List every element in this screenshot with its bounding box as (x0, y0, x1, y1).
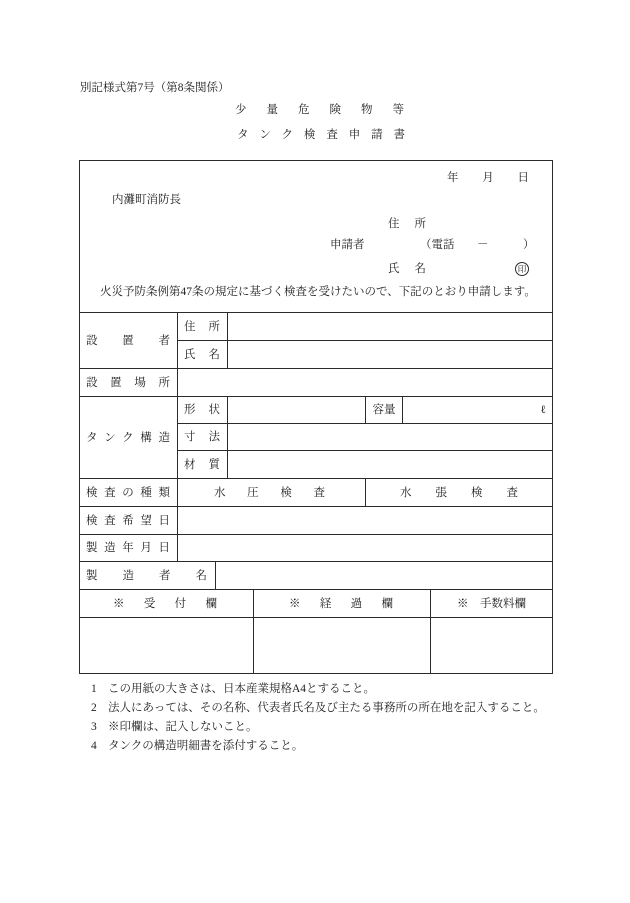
note-text: この用紙の大きさは、日本産業規格A4とすること。 (108, 683, 376, 695)
seal-mark (515, 262, 529, 276)
desired-date-label-cell (79, 506, 177, 534)
note-text: タンクの構造明細書を添付すること。 (108, 740, 304, 752)
manufacture-date-label: 製造年月日 (86, 542, 170, 554)
inspection-option-water-pressure (177, 478, 365, 506)
fee-column-header (430, 589, 552, 617)
inspection-option-label: 水張検査 (400, 486, 518, 499)
note-number: 4 (91, 740, 97, 752)
note-text: 法人にあっては、その名称、代表者氏名及び主たる事務所の所在地を記入すること。 (108, 702, 545, 714)
application-statement: 火災予防条例第47条の規定に基づく検査を受けたいので、下記のとおり申請します。 (100, 286, 536, 298)
fee-column-label: ※ 手数料欄 (457, 597, 526, 610)
desired-date-label: 検査希望日 (86, 514, 170, 527)
applicant-name-label: 氏名 (388, 263, 426, 275)
installer-address-label: 住所 (184, 320, 220, 333)
inspection-type-label-cell (79, 478, 177, 506)
inspection-option-label: 水圧検査 (214, 486, 325, 499)
manufacture-date-field (177, 534, 552, 561)
installer-name-label-cell (177, 340, 227, 368)
tank-capacity-unit: ℓ (540, 404, 546, 416)
installer-label-cell (79, 312, 177, 368)
manufacturer-label-cell (79, 561, 215, 589)
reception-box (79, 617, 253, 673)
tank-material-field (227, 450, 552, 478)
phone-separator: － (477, 239, 489, 251)
seal-text: 印 (517, 263, 527, 274)
note-number: 1 (91, 683, 97, 695)
manufacturer-field (215, 561, 552, 589)
tank-capacity-label-cell (365, 396, 402, 423)
form-number: 別記様式第7号（第8条関係） (80, 82, 230, 94)
form-title-line2: タンク検査申請書 (237, 129, 405, 141)
date-field: 年月日 (447, 172, 529, 184)
tank-capacity-label: 容量 (372, 404, 396, 416)
tank-material-label-cell (177, 450, 227, 478)
note-text: ※印欄は、記入しないこと。 (108, 721, 258, 733)
progress-column-header (253, 589, 430, 617)
inspection-option-water-filling (365, 478, 552, 506)
location-label-cell (79, 368, 177, 396)
phone-field (420, 238, 535, 252)
note-number: 2 (91, 702, 97, 714)
installer-name-field (227, 340, 552, 368)
desired-date-field (177, 506, 552, 534)
progress-box (253, 617, 430, 673)
inspection-type-label: 検査の種類 (86, 486, 170, 499)
manufacture-date-label-cell (79, 534, 177, 561)
reception-column-header (79, 589, 253, 617)
tank-structure-label: タンク構造 (86, 431, 170, 444)
fee-box (430, 617, 552, 673)
tank-dimensions-label: 寸法 (184, 431, 220, 443)
progress-column-label: ※経過欄 (289, 597, 393, 610)
tank-dimensions-label-cell (177, 423, 227, 450)
phone-close: ） (523, 239, 535, 251)
note-number: 3 (91, 721, 97, 733)
addressee: 内灘町消防長 (112, 194, 181, 206)
installer-address-label-cell (177, 312, 227, 340)
manufacturer-label: 製造者名 (86, 569, 207, 582)
location-label: 設置場所 (86, 376, 170, 389)
applicant-address-label: 住所 (388, 218, 426, 230)
form-title-line1: 少量危険物等 (235, 104, 404, 116)
applicant-label: 申請者 (330, 239, 365, 251)
tank-shape-label-cell (177, 396, 227, 423)
tank-structure-label-cell (79, 396, 177, 478)
installer-address-field (227, 312, 552, 340)
tank-shape-label: 形状 (184, 404, 220, 416)
installer-name-label: 氏名 (184, 348, 220, 361)
tank-dimensions-field (227, 423, 552, 450)
installer-label: 設置者 (86, 334, 170, 347)
reception-column-label: ※受付欄 (113, 597, 217, 610)
location-field (177, 368, 552, 396)
tank-capacity-field (402, 396, 552, 423)
tank-shape-field (227, 396, 365, 423)
phone-label: （電話 (420, 239, 455, 251)
tank-material-label: 材質 (184, 458, 220, 471)
